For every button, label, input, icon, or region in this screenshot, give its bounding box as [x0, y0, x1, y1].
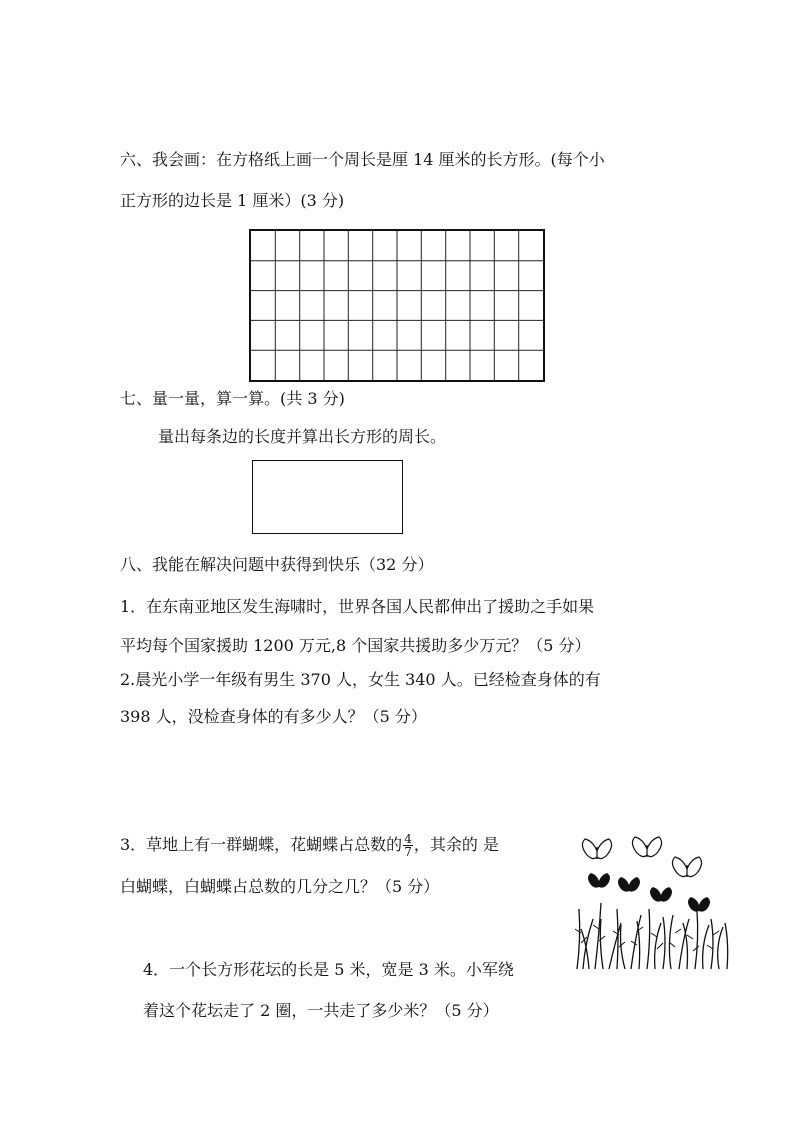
section6-line1: 六、我会画：在方格纸上画一个周长是厘 14 厘米的长方形。(每个小	[120, 150, 605, 169]
q2-line2: 398 人，没检查身体的有多少人？（5 分）	[120, 707, 427, 726]
q3-line1	[120, 833, 499, 858]
measure-rectangle	[252, 460, 403, 534]
q1-line2: 平均每个国家援助 1200 万元,8 个国家共援助多少万元？（5 分）	[120, 636, 591, 655]
q3-fraction-denominator: 7	[404, 845, 412, 859]
square-grid	[249, 229, 545, 382]
q4-line1: 4．一个长方形花坛的长是 5 米，宽是 3 米。小军绕	[143, 960, 514, 979]
section6-line2: 正方形的边长是 1 厘米）(3 分)	[120, 191, 345, 210]
q3-line2: 白蝴蝶，白蝴蝶占总数的几分之几？（5 分）	[120, 877, 440, 896]
q1-line1: 1．在东南亚地区发生海啸时，世界各国人民都伸出了援助之手如果	[120, 597, 595, 616]
q3-fraction	[403, 833, 413, 858]
q3-text-before: 3．草地上有一群蝴蝶，花蝴蝶占总数的	[120, 835, 403, 854]
section7-instruction: 量出每条边的长度并算出长方形的周长。	[158, 427, 447, 446]
q2-line1: 2.晨光小学一年级有男生 370 人，女生 340 人。已经检查身体的有	[120, 670, 601, 689]
q4-line2: 着这个花坛走了 2 圈，一共走了多少米？（5 分）	[143, 1001, 499, 1020]
section7-title: 七、量一量，算一算。(共 3 分)	[120, 389, 345, 408]
q3-text-after: ，其余的 是	[413, 835, 499, 854]
section8-title: 八、我能在解决问题中获得到快乐（32 分）	[120, 555, 434, 574]
q3-fraction-numerator: 4	[404, 832, 412, 846]
grid-lines	[251, 231, 543, 380]
butterflies-icon	[573, 833, 733, 973]
